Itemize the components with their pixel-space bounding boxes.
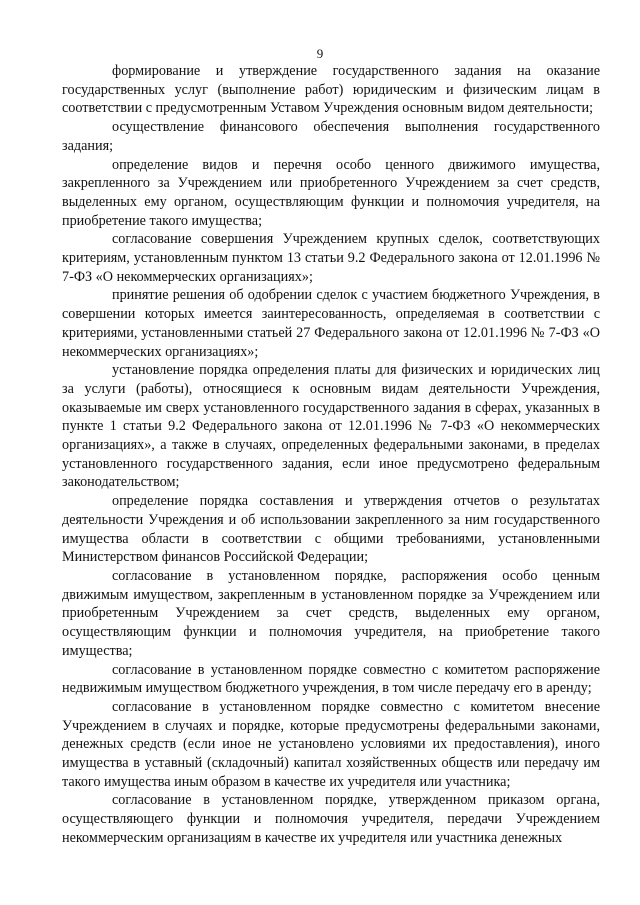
paragraph-reporting: определение порядка составления и утверждения отчетов о результатах деятельности Учреждения и об использовании закрепленного за ним государственного имущества области в соответствии с общими требованиями, установленными Министерством финансов Российской Федерации; <box>62 493 600 566</box>
paragraph-capital-contribution: согласование в установленном порядке совместно с комитетом внесение Учреждением в случаях и порядке, которые предусмотрены федеральными законами, денежных средств (если иное не установлено условиями их предоставления), иного имущества в уставный (складочный) капитал хозяйственных обществ или передачу им такого имущества иным образом в качестве их учредителя или участника; <box>62 698 600 790</box>
page-number: 9 <box>316 46 324 61</box>
paragraph-transfer-to-nonprofits: согласование в установленном порядке, утвержденном приказом органа, осуществляющего функции и полномочия учредителя, передачи Учреждением некоммерческим организациям в качестве их учредителя или участника денежных <box>62 792 600 846</box>
paragraph-major-transactions: согласование совершения Учреждением крупных сделок, соответствующих критериям, установленным пунктом 13 статьи 9.2 Федерального закона от 12.01.1996 № 7-ФЗ «О некоммерческих организациях»; <box>62 231 600 285</box>
paragraph-service-fees: установление порядка определения платы для физических и юридических лиц за услуги (работы), относящиеся к основным видам деятельности Учреждения, оказываемые им сверх установленного государственного задания в сферах, указанных в пункте 1 статьи 9.2 Федерального закона от 12.01.1996 № 7-ФЗ «О некоммерческих организациях», а также в случаях, определенных федеральными законами, в пределах установленного государственного задания, если иное предусмотрено федеральным законодательством; <box>62 362 600 491</box>
paragraph-interested-transactions: принятие решения об одобрении сделок с участием бюджетного Учреждения, в совершении которых имеется заинтересованность, определяемая в соответствии с критериями, установленными статьей 27 Федерального закона от 12.01.1996 № 7-ФЗ «О некоммерческих организациях»; <box>62 287 600 360</box>
document-body <box>62 62 600 848</box>
paragraph-financial-support: осуществление финансового обеспечения выполнения государственного задания; <box>62 119 600 154</box>
paragraph-valuable-property: определение видов и перечня особо ценного движимого имущества, закрепленного за Учреждением или приобретенного Учреждением за счет средств, выделенных ему органом, осуществляющим функции и полномочия учредителя, на приобретение такого имущества; <box>62 156 600 229</box>
paragraph-movable-property-disposal: согласование в установленном порядке, распоряжения особо ценным движимым имуществом, закрепленным в установленном порядке за Учреждением или приобретенным Учреждением за счет средств, выделенных ему органом, осуществляющим функции и полномочия учредителя, на приобретение такого имущества; <box>62 567 600 659</box>
paragraph-state-assignment: формирование и утверждение государственного задания на оказание государственных услуг (выполнение работ) юридическим и физическим лицам в соответствии с предусмотренным Уставом Учреждения основным видом деятельности; <box>62 63 600 117</box>
paragraph-real-estate-disposal: согласование в установленном порядке совместно с комитетом распоряжение недвижимым имуществом бюджетного учреждения, в том числе передачу его в аренду; <box>62 661 600 697</box>
